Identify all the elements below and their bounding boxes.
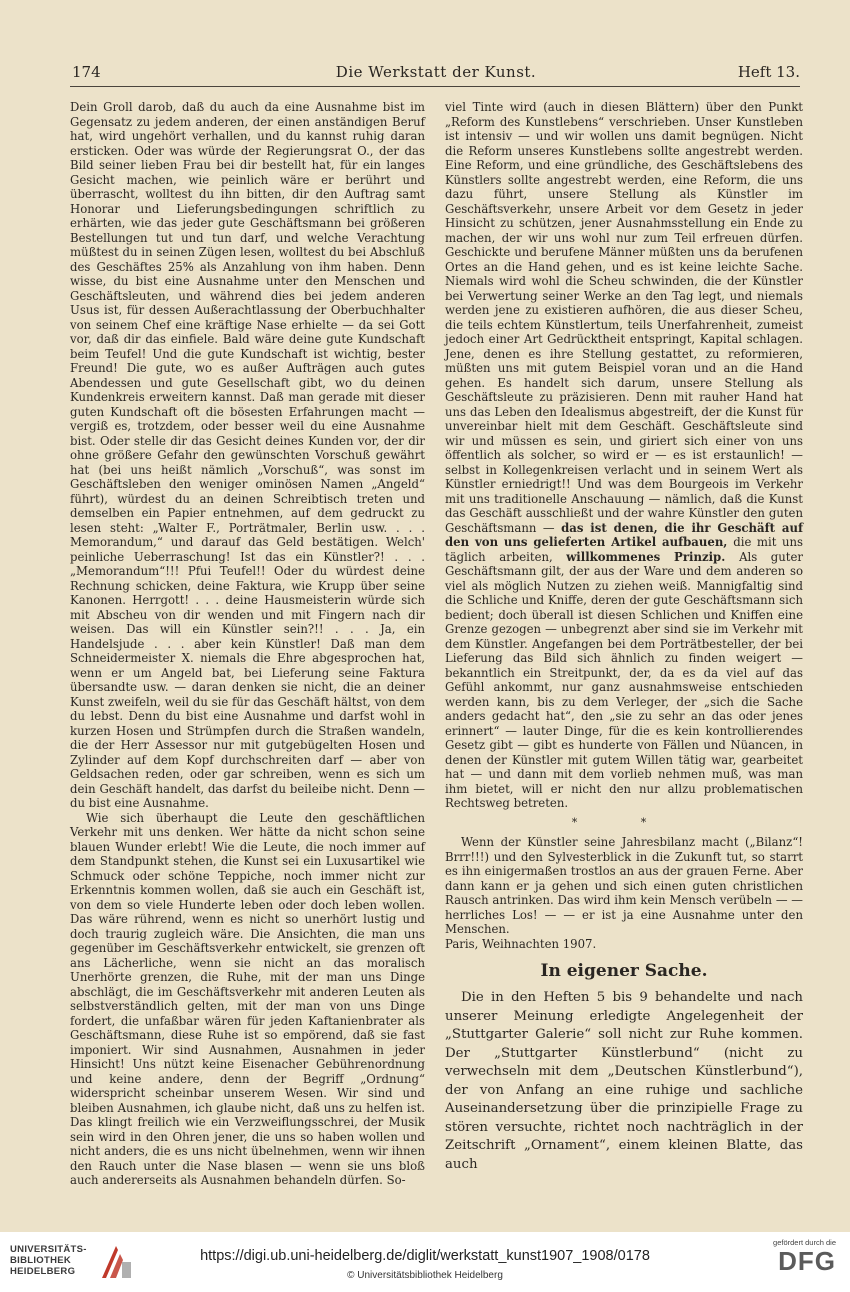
section-heading: In eigener Sache. — [540, 961, 708, 981]
library-name-line: HEIDELBERG — [10, 1266, 76, 1277]
permalink[interactable]: https://digi.ub.uni-heidelberg.de/diglit/werkstatt_kunst1907_1908/0178 — [200, 1248, 650, 1264]
paragraph — [445, 100, 803, 811]
text-run: viel Tinte wird (auch in diesen Blättern) über den Punkt „Reform des Kunstlebens“ verschrieben. Unser Kunstleben ist intensiv — und wir wollen uns damit begnügen. Nicht die Reform unseres Kunstlebens sollte angestrebt werden. Eine Reform, und eine gründliche, des Geschäftslebens des Künstlers sollte angestrebt werden, eine Reform, die uns dazu führt, unsere Stellung als Künstler im Geschäftsverkehr, unsere Arbeit vor dem Gesetz in jeder Hinsicht zu schützen, jener Ausnahmsstellung ein Ende zu machen, der wir uns wohl nur zum Teil erfreuen dürfen. Geschickte und berufene Männer müßten uns da berufenen Ortes an die Hand gehen, und es ist keine leichte Sache. Niemals wird wohl die Scheu schwinden, die der Künstler bei Verwertung seiner Werke an den Tag legt, und niemals werden jene zu existieren aufhören, die aus dieser Scheu, die teils echtem Künstlertum, teils Unerfahrenheit, zumeist jedoch einer Art Gedrücktheit entspringt, Kapital schlagen. Jene, denen es ihre Stellung gestattet, zu reformieren, müßten uns mit gutem Beispiel voran und an die Hand gehen. Es handelt sich darum, unsere Stellung als Geschäftsleute zu präzisieren. Denn mit rauher Hand hat uns das Leben den Idealismus abgestreift, der die Kunst für unvereinbar hielt mit dem Geschäft. Geschäftsleute sind wir und müssen es sein, und giriert sich einer von uns öffentlich als solcher, so wird er — es ist erstaunlich! — selbst in Kollegenkreisen verlacht und in seinem Wert als Künstler erniedrigt!! Und was dem Bourgeois im Verkehr mit uns traditionelle Anschauung — nämlich, daß die Kunst das Geschäft ausschließt und der wahre Künstler den guten Geschäftsmann — — [445, 100, 803, 535]
emphasis-run: willkommenes Prinzip. — [566, 549, 740, 564]
issue-label: Heft 13. — [737, 63, 800, 81]
funder-caption: gefördert durch die — [773, 1238, 836, 1247]
left-column — [70, 100, 425, 1188]
text-run: die mit uns täglich arbeiten, — [445, 535, 804, 564]
text-run: Als guter Geschäftsmann gilt, der aus der Ware und dem anderen so viel als möglich Nutzen zu ziehen weiß. Mannigfaltig sind die Schliche und Kniffe, deren der gute Geschäftsmann sich bedient; doch überall ist diesen Schlichen und Kniffen eine Grenze gezogen — unbegrenzt aber sind sie im Verkehr mit dem Künstler. Angefangen bei dem Porträtbesteller, der bei Lieferung das Bild sich ähnlich zu finden weigert — bekanntlich ein Streitpunkt, der, da es da viel auf das Gefühl ankommt, nur ganz ausnahmsweise entschieden werden kann, bis zu dem Verleger, der „sich die Sache anders gedacht hat“, den „sie zu sehr an das oder jenes erinnert“ — lauter Dinge, für die es kein kontrollierendes Gesetz gibt — gibt es hunderte von Fällen und Nüancen, in denen der Künstler mit gutem Willen tätig war, gearbeitet hat — und dann mit dem vorlieb nehmen muß, was man ihm bietet, will er nicht den nur allzu problematischen Rechtsweg betreten. — [445, 549, 803, 810]
page-number: 174 — [72, 63, 101, 81]
dfg-logo-text: DFG — [778, 1246, 836, 1276]
section-divider: * * — [571, 815, 677, 829]
viewer-footer — [0, 1232, 850, 1292]
header-rule — [70, 86, 800, 87]
right-column — [445, 100, 803, 1174]
paragraph: Die in den Heften 5 bis 9 behandelte und nach unserer Meinung erledigte Angelegenheit der „Stuttgarter Galerie“ soll nicht zur Ruhe kommen. Der „Stuttgarter Künstlerbund“ (nicht zu verwechseln mit dem „Deutschen Künstlerbund“), der von Anfang an eine ruhige und sachliche Auseinandersetzung über die prinzipielle Frage zu stören versuchte, richtet noch nachträglich in der Zeitschrift „Ornament“, einem kleinen Blatte, das auch — [445, 990, 803, 1172]
dateline: Paris, Weihnachten 1907. — [445, 936, 597, 951]
paragraph: Dein Groll darob, daß du auch da eine Ausnahme bist im Gegensatz zu jedem anderen, der einen anständigen Beruf hat, wird ungehört verhallen, und du kannst ruhig daran ersticken. Oder was würde der Regierungsrat O., der das Bild seiner lieben Frau bei dir bestellt hat, für ein langes Gesicht machen, wie peinlich wäre er berührt und überrascht, wolltest du ihn bitten, dir den Auftrag samt Honorar und Lieferungsbedingungen schriftlich zu erhärten, wie das jeder gute Geschäftsmann bei größeren Bestellungen tut und tun darf, und welche Verachtung müßtest du in seinen Zügen lesen, wolltest du bei Abschluß des Geschäftes 25% als Anzahlung von ihm haben. Denn wisse, du bist eine Ausnahme unter den Menschen und Geschäftsleuten, und während dies bei jedem anderen Usus ist, für dessen Außerachtlassung der Oberbuchhalter von seinem Chef eine kräftige Nase erhielte — da sei Gott vor, daß dir das einfiele. Bald wäre deine gute Kundschaft beim Teufel! Und die gute Kundschaft ist wichtig, bester Freund! Die gute, wo es außer Aufträgen auch gutes Abendessen und gute Gesellschaft gibt, wo du deinen Kundenkreis erweitern kannst. Daß man gerade mit dieser guten Kundschaft oft die bösesten Erfahrungen macht — vergiß es, trotzdem, oder besser weil du eine Ausnahme bist. Oder stelle dir das Gesicht deines Kunden vor, der dir ohne größere Gefahr den gewünschten Vorschuß gewährt hat (bei uns heißt nämlich „Vorschuß“, was sonst im Geschäftsleben den weniger ominösen Namen „Angeld“ führt), würdest du an deinen Schreibtisch treten und demselben ein Papier entnehmen, auf dem gedruckt zu lesen steht: „Walter F., Porträtmaler, Berlin usw. . . . Memorandum,“ und darauf das Geld bestätigen. Welch' peinliche Ueberraschung! Ist das ein Künstler?! . . . „Memorandum“!!! Pfui Teufel!! Oder du würdest deine Rechnung schicken, deine Faktura, wie Krupp über seine Kanonen. Herrgott! . . . deine Hausmeisterin würde sich mit Abscheu von dir wenden und mit Fingern nach dir weisen. Das will ein Künstler sein?!! . . . Ja, ein Handelsjude . . . aber kein Künstler! Daß man dem Schneidermeister X. niemals die Ehre abgesprochen hat, wenn er um Angeld bat, bei Lieferung seine Faktura übersandte usw. — daran denken sie nicht, die an deiner Kunst zweifeln, weil du sie für das Geschäft hältst, von dem du lebst. Denn du bist eine Ausnahme und darfst wohl in kurzen Hosen und Strümpfen durch die Straßen wandeln, die der Herr Assessor nur mit gutgebügelten Hosen und Zylinder auf dem Kopf durchschreiten darf — aber von Geldsachen reden, oder gar schreiben, wenn es sich um dein Geschäft handelt, das darfst du beileibe nicht. Denn — du bist eine Ausnahme. — [70, 100, 425, 810]
copyright-notice: © Universitätsbibliothek Heidelberg — [347, 1270, 503, 1281]
funder-logo[interactable] — [756, 1238, 836, 1286]
running-title: Die Werkstatt der Kunst. — [335, 63, 537, 81]
paragraph: Wenn der Künstler seine Jahresbilanz macht („Bilanz“! Brrr!!!) und den Sylvesterblick in die Zukunft tut, so starrt es ihn einigermaßen trostlos an aus der grauen Ferne. Aber dann kann er ja gehen und sich einen guten christlichen Rausch antrinken. Das wird ihm kein Mensch verübeln — — herrliches Los! — — er ist ja eine Ausnahme unter den Menschen. — [445, 835, 803, 936]
paragraph: Wie sich überhaupt die Leute den geschäftlichen Verkehr mit uns denken. Wer hätte da nicht schon seine blauen Wunder erlebt! Wie die Leute, die noch immer auf dem Standpunkt stehen, die Kunst sei ein Luxusartikel wie Schmuck oder schöne Teppiche, noch immer nicht zur Erkenntnis kommen wollen, daß sie auch ein Geschäft ist, von dem so viele Hunderte leben oder doch leben wollen. Das wäre rührend, wenn es nicht so unerhört lustig und doch traurig zugleich wäre. Die Ansichten, die man uns gegenüber im Geschäftsverkehr entwickelt, sie grenzen oft ans Lächerliche, wenn sie nicht an das moralisch Unerhörte grenzen, die Ruhe, mit der man uns Dinge abschlägt, die im Geschäftsverkehr mit anderen Leuten als selbstverständlich gelten, mit der man von uns Dinge fordert, die unfaßbar wären für jeden Kaftanienbrater als Geschäftsmann, diese Ruhe ist so empörend, daß sie fast imponiert. Wir sind Ausnahmen, Ausnahmen in jeder Hinsicht! Uns nützt keine Eisenacher Gebührenordnung und keine andere, denn der Begriff „Ordnung“ widerspricht scheinbar unserem Wesen. Wir sind und bleiben Ausnahmen, ich glaube nicht, daß uns zu helfen ist. Das klingt freilich wie ein Verzweiflungsschrei, der Musik sein wird in den Ohren jener, die uns so haben wollen und nicht anders, die es uns nicht übelnehmen, wenn wir ihnen den Rauch unter die Nase blasen — wenn sie uns bloß auch andererseits als Ausnahmen behandeln dürfen. So- — [70, 810, 425, 1187]
library-name-line: UNIVERSITÄTS- — [10, 1244, 87, 1255]
running-head — [72, 62, 800, 84]
library-name-line: BIBLIOTHEK — [10, 1255, 72, 1266]
emphasis-run: das ist denen, die ihr Geschäft auf den von uns gelieferten Artikel aufbauen, — [445, 520, 803, 549]
